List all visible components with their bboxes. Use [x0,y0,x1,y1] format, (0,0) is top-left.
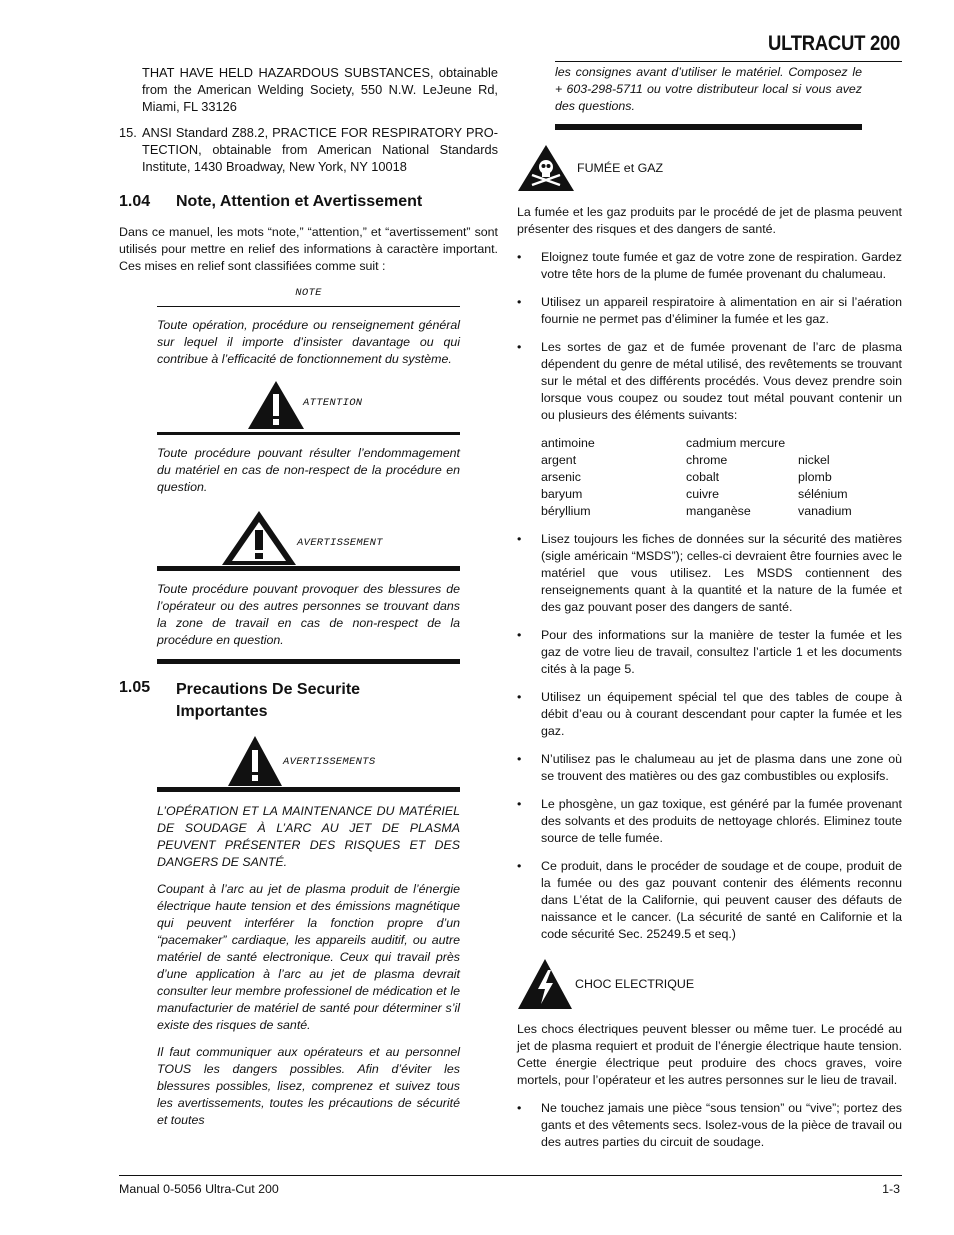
element-name [798,435,898,452]
consignes-continuation: les consignes avant d’utiliser le matériel. Composez le + 603-298-5711 ou votre distributeur local si vous avez des questions. [555,65,862,113]
bullet-text: N’utilisez pas le chalumeau au jet de plasma dans une zone où se trouvent des matières ou des gaz combustibles ou explosifs. [541,752,902,783]
bullet-marker: • [517,295,522,309]
fumes-heading [517,144,902,192]
element-name: baryum [541,487,583,501]
bullet-marker: • [517,340,522,354]
attention-label: ATTENTION [303,397,363,409]
bullet-item [517,249,902,283]
bullet-marker: • [517,628,522,642]
bullet-marker: • [517,250,522,264]
element-name: sélénium [798,487,848,501]
avertissements-paragraph-2: Coupant à l’arc au jet de plasma produit de l’énergie électrique haute tension et des émissions magnétique qui peuvent interférer la fonction propre d’un “pacemaker” cardiaque, les appareils auditif, ou autre matériel de santé electronique. Ceux qui travail près d’une application à l’arc au jet de plasma devrait consulter leur membre professionel de médication et le manufacturier de matériel de santé pour déterminer s’il existe des risques de santé. [157,882,460,1032]
element-name: antimoine [541,436,595,450]
avertissement-bottom-rule [157,659,460,664]
avertissement-box [157,510,460,664]
avertissement-label: AVERTISSEMENT [297,537,383,549]
footer-rule [119,1175,902,1176]
avertissement-text: Toute procédure pouvant provoquer des blessures de l’opérateur ou des autres personnes se trouvant dans la zone de travail en cas de non-respect de la procédure en question. [157,582,460,647]
electric-shock-icon [517,958,573,1010]
section-number: 1.04 [119,193,151,210]
bullet-marker: • [517,532,522,546]
reference-15-number: 15. [119,125,137,140]
avertissements-rule [157,787,460,792]
note-rule [157,306,460,307]
element-name: chrome [686,453,728,467]
reference-15-text: ANSI Standard Z88.2, PRACTICE FOR RESPIRATORY PRO-TECTION, obtainable from American National Standards Institute, 1430 Broadway, New York, NY 10018 [142,125,498,174]
bullet-text: Ne touchez jamais une pièce “sous tension” ou “vive”; portez des gants et des vêtements secs. Isolez-vous de la pièce de travail ou des autres parties du circuit de soudage. [541,1101,902,1149]
bullet-text: Utilisez un appareil respiratoire à alimentation en air si l’aération fournie ne permet pas d’éliminer la fumée et les gaz. [541,295,902,326]
elements-table [541,435,902,520]
page-title: ULTRACUT 200 [767,32,900,55]
bullet-text: Le phosgène, un gaz toxique, est généré par la fumée provenant des solvants et des produits de nettoyage chlorés. Eliminez toute source de telle fumée. [541,797,902,845]
element-name: arsenic [541,470,581,484]
section-1-05-heading [119,679,498,723]
element-name: cuivre [686,487,720,501]
continuation-rule [555,124,862,130]
bullet-item [517,858,902,943]
bullet-text: Les sortes de gaz et de fumée provenant de l’arc de plasma dépendent du genre de métal utilisé, des revêtements se trouvant sur le métal et des différents procédés. Vous devez prendre soin lorsque vous coupez ou soudez tout métal pouvant contenir un ou plusieurs des éléments suivants: [541,340,902,422]
section-title-line-1: Precautions De Securite [176,681,361,698]
bullet-item [517,294,902,328]
bullet-text: Eloignez toute fumée et gaz de votre zone de respiration. Gardez votre tête hors de la plume de fumée provenant du chalumeau. [541,250,902,281]
note-box [157,285,460,368]
header-rule [555,61,902,62]
element-name: argent [541,453,577,467]
fumes-intro: La fumée et les gaz produits par le procédé de jet de plasma peuvent présenter des risques et des dangers de santé. [517,205,902,236]
warning-triangle-icon [227,735,283,787]
avertissements-box [157,735,460,1129]
bullet-text: Ce produit, dans le procéder de soudage et de coupe, produit de la fumée ou des gaz pouvant contenir des éléments reconnu dans L’état de la Californie, qui peuvent causer des défauts de naissance et le cancer. (La sécurité de santé en Californie et la code sécurité Sec. 25249.5 et seq.) [541,859,902,941]
section-title-line-2: Importantes [176,703,268,720]
warning-triangle-icon [247,380,305,430]
page-number: 1-3 [882,1182,900,1196]
section-1-04-intro: Dans ce manuel, les mots “note,” “attention,” et “avertissement” sont utilisés pour mettre en relief des informations à caractère important. Ces mises en relief sont classifiées comme suit : [119,225,498,273]
bullet-text: Pour des informations sur la manière de tester la fumée et les gaz de votre lieu de travail, consultez l’article 1 et les documents cités à la page 5. [541,628,902,676]
avertissement-rule [157,566,460,571]
attention-rule [157,432,460,435]
left-column [119,64,498,1129]
bullet-item [517,1100,902,1151]
warning-triangle-outline-icon [221,510,297,566]
bullet-item [517,627,902,678]
bullet-item [517,796,902,847]
shock-intro: Les chocs électriques peuvent blesser ou même tuer. Le procédé au jet de plasma requiert et produit de l’énergie électrique haute tension. Cette énergie électrique peut produire des chocs graves, voire mortels, pour l’opérateur et les autres personnes sur le lieu de travail. [517,1022,902,1087]
avertissements-label: AVERTISSEMENTS [283,756,376,768]
element-name: manganèse [686,504,751,518]
bullet-marker: • [517,690,522,704]
element-name: cadmium mercure [686,436,786,450]
element-name: plomb [798,470,832,484]
bullet-item [517,751,902,785]
element-name: vanadium [798,504,852,518]
fumes-label: FUMÉE et GAZ [577,160,664,175]
bullet-item [517,689,902,740]
section-number: 1.05 [119,679,151,696]
element-name: cobalt [686,470,720,484]
avertissements-paragraph-1: L’OPÉRATION ET LA MAINTENANCE DU MATÉRIEL DE SOUDAGE À L’ARC AU JET DE PLASMA PEUVENT PRÉSENTER DES RISQUES ET DES DANGERS DE SANTÉ. [157,804,460,869]
bullet-marker: • [517,859,522,873]
bullet-item [517,339,902,424]
bullet-text: Utilisez un équipement spécial tel que des tables de coupe à débit d’eau ou à courant descendant pour capter la fumée et les gaz. [541,690,902,738]
element-name: nickel [798,453,830,467]
skull-crossbones-icon [517,144,575,192]
element-name: béryllium [541,504,591,518]
reference-continuation: THAT HAVE HELD HAZARDOUS SUBSTANCES, obtainable from the American Welding Society, 550 N.W. LeJeune Rd, Miami, FL 33126 [142,65,498,114]
fumes-bullet-list-a [517,249,902,424]
bullet-marker: • [517,1101,522,1115]
bullet-marker: • [517,797,522,811]
attention-box [157,380,460,496]
bullet-text: Lisez toujours les fiches de données sur la sécurité des matières (sigle américain “MSDS”); celles-ci devraient être fournies avec le matériel que vous utilisez. Les MSDS contiennent des renseignements quant à la quantité et la nature de la fumée et des gaz pouvant poser des dangers de santé. [541,532,902,614]
shock-label: CHOC ELECTRIQUE [575,976,695,991]
shock-bullet-list [517,1100,902,1151]
fumes-bullet-list-b [517,531,902,943]
right-column [517,64,902,1151]
note-text: Toute opération, procédure ou renseignement général sur lequel il importe d’insister davantage ou qui contribue à l’efficacité de fonctionnement du système. [157,318,460,366]
attention-text: Toute procédure pouvant résulter l’endommagement du matériel en cas de non-respect de la procédure en question. [157,446,460,494]
section-title: Note, Attention et Avertissement [176,193,423,210]
note-label: NOTE [295,287,322,299]
reference-15 [119,124,498,175]
bullet-item [517,531,902,616]
section-1-04-heading [119,193,498,210]
manual-number: Manual 0-5056 Ultra-Cut 200 [119,1182,279,1196]
bullet-marker: • [517,752,522,766]
shock-heading [517,958,902,1010]
avertissements-paragraph-3: Il faut communiquer aux opérateurs et au personnel TOUS les dangers possibles. Afin d’éviter les blessures possibles, lisez, comprenez et suivez tous les avertissements, toutes les précautions de sécurité et toutes [157,1045,460,1127]
